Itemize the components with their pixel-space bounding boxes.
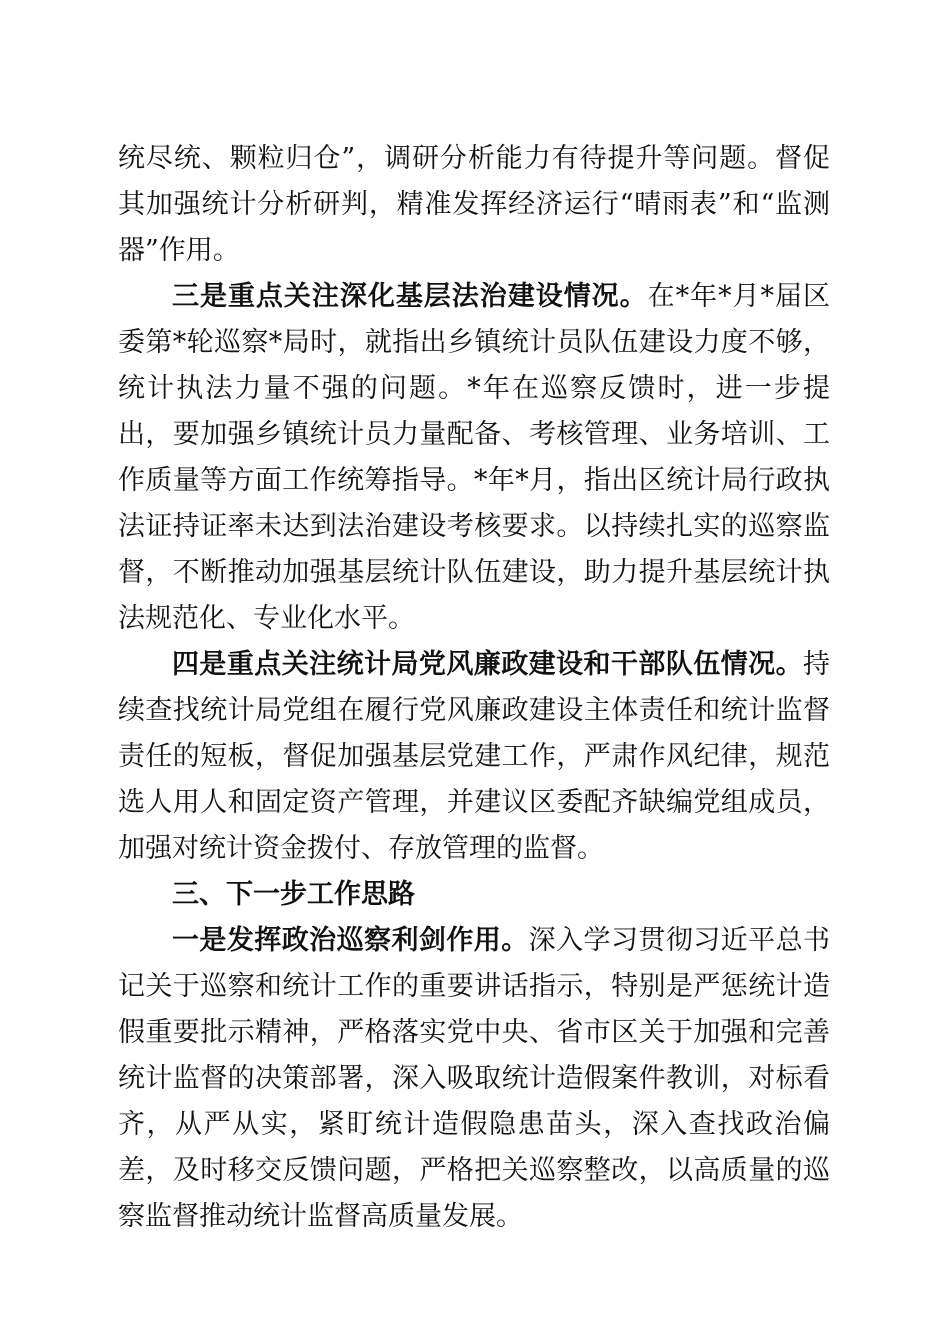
paragraph-lead: 三是重点关注深化基层法治建设情况。 bbox=[172, 281, 648, 312]
paragraph-text: 深入学习贯彻习近平总书记关于巡察和统计工作的重要讲话指示，特别是严惩统计造假重要批示精神，严格落实党中央、省市区关于加强和完善统计监督的决策部署，深入吸取统计造假案件教训，对标看齐，从严从实，紧盯统计造假隐患苗头，深入查找政治偏差，及时移交反馈问题，严格把关巡察整改，以高质量的巡察监督推动统计监督高质量发展。 bbox=[118, 925, 831, 1232]
paragraph-lead: 一是发挥政治巡察利剑作用。 bbox=[172, 925, 529, 956]
document-body bbox=[118, 136, 830, 1240]
paragraph-point-three bbox=[118, 274, 830, 642]
paragraph-lead: 四是重点关注统计局党风廉政建设和干部队伍情况。 bbox=[172, 649, 803, 680]
paragraph-point-four bbox=[118, 642, 830, 872]
paragraph-point-one bbox=[118, 918, 830, 1240]
paragraph-text: 在*年*月*届区委第*轮巡察*局时，就指出乡镇统计员队伍建设力度不够，统计执法力量不强的问题。*年在巡察反馈时，进一步提出，要加强乡镇统计员力量配备、考核管理、业务培训、工作质量等方面工作统筹指导。*年*月，指出区统计局行政执法证持证率未达到法治建设考核要求。以持续扎实的巡察监督，不断推动加强基层统计队伍建设，助力提升基层统计执法规范化、专业化水平。 bbox=[118, 281, 831, 634]
paragraph-text: 持续查找统计局党组在履行党风廉政建设主体责任和统计监督责任的短板，督促加强基层党建工作，严肃作风纪律，规范选人用人和固定资产管理，并建议区委配齐缺编党组成员，加强对统计资金拨付、存放管理的监督。 bbox=[118, 649, 830, 864]
paragraph-text: 统尽统、颗粒归仓”，调研分析能力有待提升等问题。督促其加强统计分析研判，精准发挥经济运行“晴雨表”和“监测器”作用。 bbox=[118, 143, 830, 266]
paragraph-continuation bbox=[118, 136, 830, 274]
section-heading: 三、下一步工作思路 bbox=[172, 879, 415, 910]
